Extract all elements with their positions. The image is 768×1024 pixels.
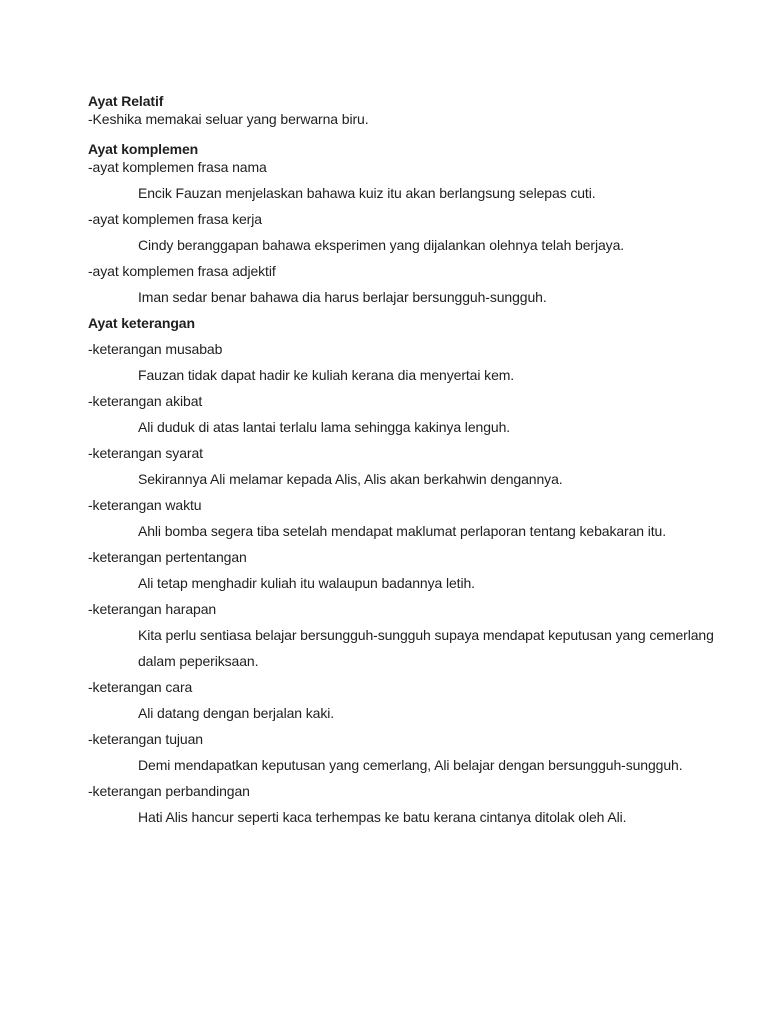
label-keterangan-perbandingan: -keterangan perbandingan [88,783,250,799]
label-keterangan-akibat: -keterangan akibat [88,393,203,409]
example-keterangan-tujuan: Demi mendapatkan keputusan yang cemerlang, Ali belajar dengan bersungguh-sungguh. [138,757,683,773]
example-keterangan-waktu: Ahli bomba segera tiba setelah mendapat maklumat perlaporan tentang kebakaran itu. [138,523,667,539]
example-relatif: -Keshika memakai seluar yang berwarna biru. [88,111,369,127]
label-keterangan-syarat: -keterangan syarat [88,445,203,461]
label-keterangan-harapan: -keterangan harapan [88,601,217,617]
label-keterangan-musabab: -keterangan musabab [88,341,223,357]
example-keterangan-harapan-cont: dalam peperiksaan. [138,653,259,669]
label-keterangan-waktu: -keterangan waktu [88,497,202,513]
label-komplemen-frasa-nama: -ayat komplemen frasa nama [88,159,267,175]
example-keterangan-musabab: Fauzan tidak dapat hadir ke kuliah kerana dia menyertai kem. [138,367,515,383]
heading-ayat-keterangan: Ayat keterangan [88,315,195,331]
example-keterangan-perbandingan: Hati Alis hancur seperti kaca terhempas ke batu kerana cintanya ditolak oleh Ali. [138,809,627,825]
label-keterangan-cara: -keterangan cara [88,679,193,695]
example-keterangan-syarat: Sekirannya Ali melamar kepada Alis, Alis akan berkahwin dengannya. [138,471,563,487]
heading-ayat-komplemen: Ayat komplemen [88,141,199,157]
heading-ayat-relatif: Ayat Relatif [88,93,164,109]
example-keterangan-harapan: Kita perlu sentiasa belajar bersungguh-sungguh supaya mendapat keputusan yang cemerlang [138,627,714,643]
example-komplemen-frasa-nama: Encik Fauzan menjelaskan bahawa kuiz itu akan berlangsung selepas cuti. [138,185,596,201]
example-keterangan-cara: Ali datang dengan berjalan kaki. [138,705,335,721]
example-komplemen-frasa-adjektif: Iman sedar benar bahawa dia harus berlajar bersungguh-sungguh. [138,289,547,305]
example-keterangan-akibat: Ali duduk di atas lantai terlalu lama sehingga kakinya lenguh. [138,419,511,435]
example-komplemen-frasa-kerja: Cindy beranggapan bahawa eksperimen yang dijalankan olehnya telah berjaya. [138,237,625,253]
label-keterangan-tujuan: -keterangan tujuan [88,731,203,747]
label-komplemen-frasa-kerja: -ayat komplemen frasa kerja [88,211,262,227]
label-keterangan-pertentangan: -keterangan pertentangan [88,549,247,565]
label-komplemen-frasa-adjektif: -ayat komplemen frasa adjektif [88,263,276,279]
example-keterangan-pertentangan: Ali tetap menghadir kuliah itu walaupun badannya letih. [138,575,475,591]
